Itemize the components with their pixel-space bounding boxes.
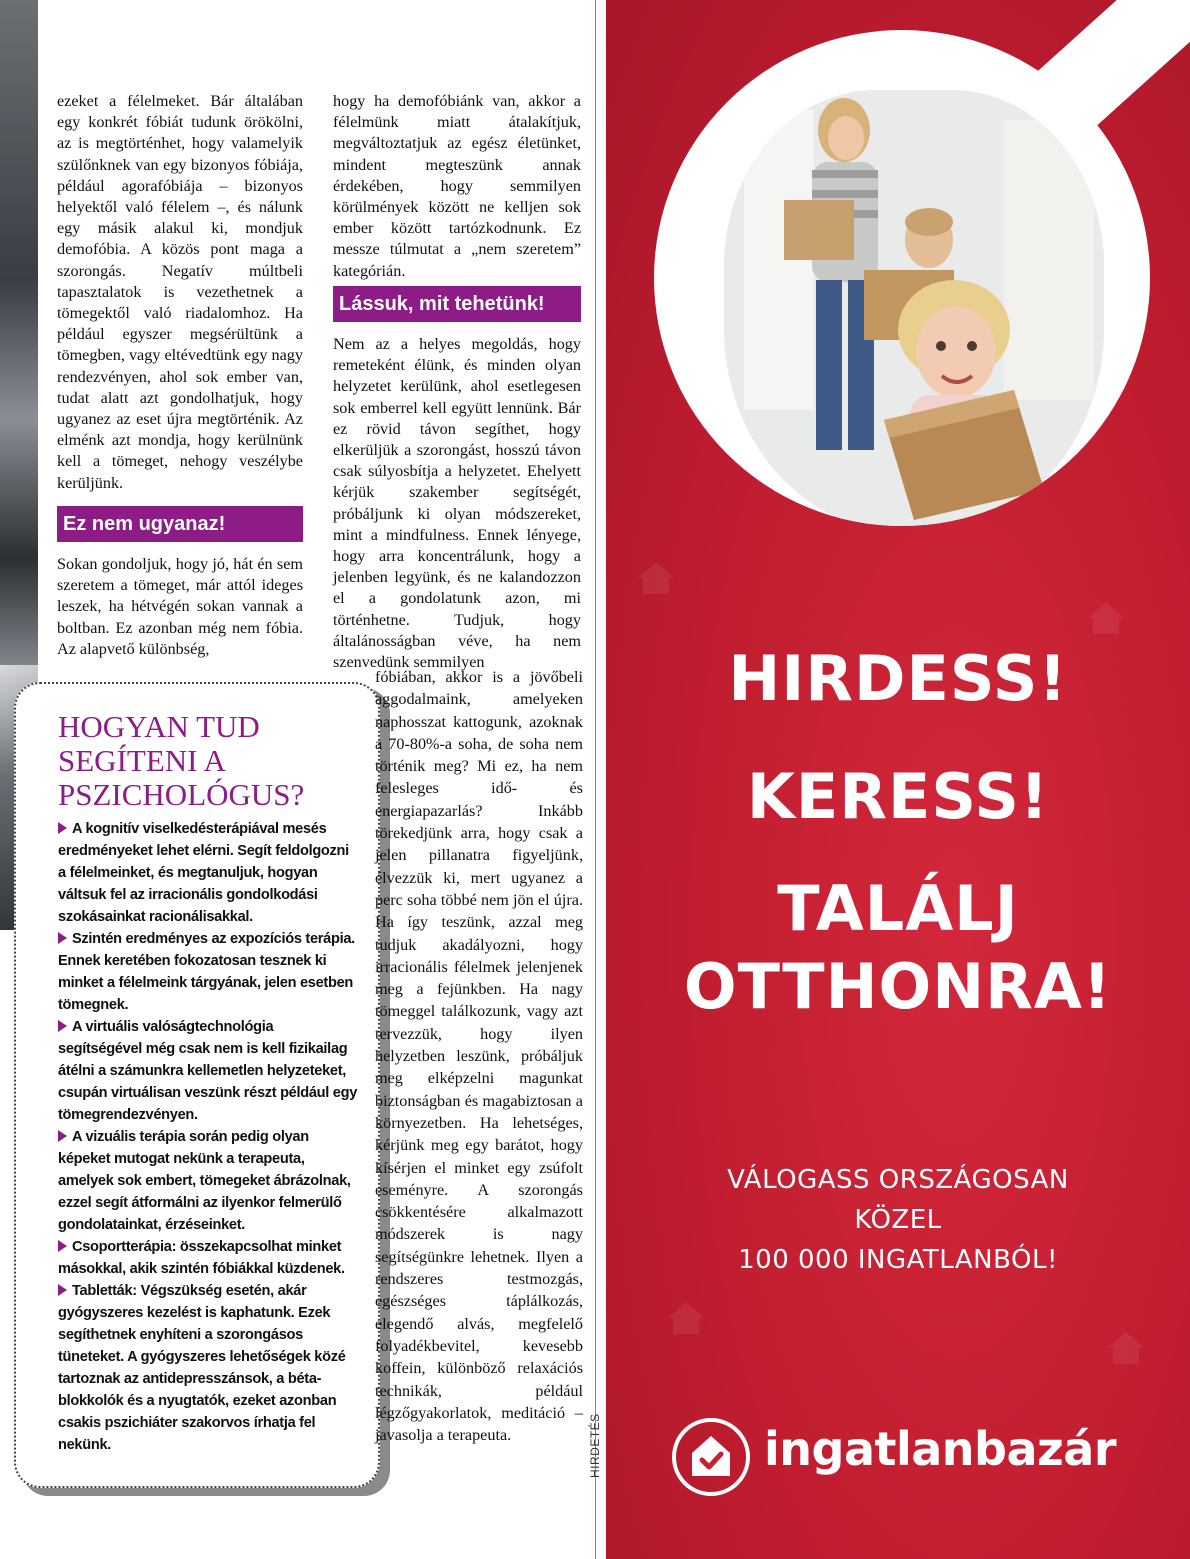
- heading-text: Lássuk, mit tehetünk!: [339, 293, 545, 315]
- ad-subline-1: VÁLOGASS ORSZÁGOSAN: [727, 1165, 1069, 1195]
- triangle-bullet-icon: [58, 1130, 67, 1142]
- house-pattern-icon: [666, 1300, 706, 1336]
- list-item-text: A kognitív viselkedésterápiával mesés eredményeket lehet elérni. Segít feldolgozni a félelmeinket, és megtanuljuk, hogyan váltsuk fel az irracionális gondolkodási szokásainkat racionálisakkal.: [58, 821, 349, 925]
- house-pattern-icon: [636, 560, 676, 596]
- heading-lassuk-mit-tehetunk: [333, 286, 581, 322]
- heading-ez-nem-ugyanaz: [57, 506, 303, 542]
- col2-paragraph-2: Nem az a helyes megoldás, hogy remeteként élünk, és minden olyan helyzetet kerülünk, ahol esetlegesen sok emberrel kell együtt lennünk. Bár ez rövid távon segíthet, hogy elkerüljük a szorongást, hosszú távon csak súlyosbítja a helyzetet. Ehelyett kérjük szakember segítségét, próbáljunk ki olyan módszereket, mint a mindfulness. Ennek lényege, hogy arra koncentrálunk, hogy a jelenben legyünk, és ne kalandozzon el a gondolatunk azon, mi történhetne. Tudjuk, hogy általánosságban véve, ha nem szenvedünk semmilyen: [333, 335, 581, 672]
- house-pattern-icon: [1086, 600, 1126, 636]
- list-item: [58, 818, 360, 928]
- triangle-bullet-icon: [58, 932, 67, 944]
- page-divider: [595, 0, 596, 1559]
- sidebar-box-list: [58, 818, 360, 1456]
- ad-headline-hirdess: HIRDESS!: [728, 642, 1068, 715]
- list-item-text: A vizuális terápia során pedig olyan képeket mutogat nekünk a terapeuta, amelyek sok embert, tömegeket ábrázolnak, ezzel segít átformálni az ilyenkor felmerülő gondolatainkat, érzéseinket.: [58, 1129, 351, 1233]
- list-item: [58, 1126, 360, 1236]
- title-line-3: PSZICHOLÓGUS?: [58, 777, 305, 812]
- title-line-1: HOGYAN TUD: [58, 709, 260, 744]
- heading-text: Ez nem ugyanaz!: [63, 513, 226, 535]
- ad-subline-3: 100 000 INGATLANBÓL!: [738, 1245, 1058, 1275]
- house-pattern-icon: [1106, 1330, 1146, 1366]
- magnifier-circle: [654, 30, 1150, 526]
- list-item-text: A virtuális valóságtechnológia segítségével még csak nem is kell fizikailag átélni a számunkra kellemetlen helyzeteket, csupán virtuálisan veszünk részt például egy tömegrendezvényen.: [58, 1019, 358, 1123]
- column-2-middle: [333, 334, 581, 673]
- list-item-text: Szintén eredményes az expozíciós terápia. Ennek keretében fokozatosan tesznek ki minket a félelmeink tárgyának, jelen esetben tömegnek.: [58, 931, 355, 1013]
- col2-paragraph-3: fóbiában, akkor is a jövőbeli aggodalmaink, amelyeken naphosszat kattogunk, azoknak a 70-80%-a soha, de soha nem történik meg? Mi ez, ha nem felesleges idő- és energiapazarlás? Inkább törekedjünk arra, hogy csak a jelen pillanatra figyeljünk, élvezzük ki, mert ugyanez a perc soha többé nem jön el újra. Ha így teszünk, azzal meg tudjuk akadályozni, hogy irracionális félelmek jelenjenek meg a fejünkben. Ha nagy tömeggel találkozunk, vagy azt tervezzük, hogy ilyen helyzetben leszünk, próbáljuk meg elképzelni magunkat biztonságban és magabiztosan a környezetben. Ha lehetséges, kérjünk meg egy barátot, hogy kísérjen el minket egy zsúfolt eseményre. A szorongás csökkentésére alkalmazott módszerek is nagy segítségünkre lehetnek. Ilyen a rendszeres testmozgás, egészséges táplálkozás, elegendő alvás, megfelelő folyadékbevitel, kevesebb koffein, különböző relaxációs technikák, például légzőgyakorlatok, meditáció – javasolja a terapeuta.: [375, 668, 583, 1445]
- column-1-bottom: [57, 554, 303, 660]
- triangle-bullet-icon: [58, 1240, 67, 1252]
- logo-wordmark: ingatlanbazár: [764, 1422, 1116, 1476]
- list-item: [58, 928, 360, 1016]
- list-item: [58, 1280, 360, 1456]
- triangle-bullet-icon: [58, 1020, 67, 1032]
- col2-paragraph-1: hogy ha demofóbiánk van, akkor a félelmünk miatt átalakítjuk, megváltoztatjuk az egész életünket, mindent megteszünk annak érdekében, hogy semmilyen körülmények között ne kelljen sok ember között tartózkodnunk. Ez messze túlmutat a „nem szeretem” kategórián.: [333, 92, 581, 280]
- ad-subline-2: KÖZEL: [854, 1205, 942, 1235]
- ingatlanbazar-logo[interactable]: [672, 1418, 1142, 1498]
- column-2-top: [333, 91, 581, 282]
- ad-headline-talalj: TALÁLJ: [777, 872, 1019, 945]
- family-with-boxes-illustration: [724, 90, 1104, 526]
- col1-paragraph-1: ezeket a félelmeket. Bár általában egy konkrét fóbiát tudunk örökölni, az is megtörténhet, hogy valamelyik szülőnknek van egy bizonyos fóbiája, például agorafóbiája – bizonyos helyektől való félelem –, és nálunk egy másik alakul ki, mondjuk demofóbia. A közös pont maga a szorongás. Negatív múltbeli tapasztalatok is vezethetnek a tömegektől való riadalomhoz. Ha például egyszer megsérültünk a tömegben, vagy eltévedtünk egy nagy rendezvényen, ahol sok ember van, tudat alatt azt gondolhatjuk, hogy ugyanez az eset újra megtörténik. Az elménk azt mondja, hogy kerülnünk kell a tömeget, nehogy veszélybe kerüljünk.: [57, 92, 303, 492]
- house-check-icon: [672, 1418, 750, 1496]
- column-2-bottom: [375, 666, 583, 1446]
- triangle-bullet-icon: [58, 1284, 67, 1296]
- list-item: [58, 1016, 360, 1126]
- triangle-bullet-icon: [58, 822, 67, 834]
- family-moving-photo: [724, 90, 1104, 526]
- advertisement-panel[interactable]: [606, 0, 1190, 1559]
- advertisement-label: HIRDETÉS: [588, 1413, 602, 1478]
- title-line-2: SEGÍTENI A: [58, 743, 226, 778]
- ad-headline-keress: KERESS!: [746, 760, 1050, 833]
- col1-paragraph-2: Sokan gondoljuk, hogy jó, hát én sem szeretem a tömeget, már attól ideges leszek, ha hétvégén sokan vannak a boltban. Ez azonban még nem fóbia. Az alapvető különbség,: [57, 555, 303, 658]
- list-item-text: Tabletták: Végszükség esetén, akár gyógyszeres kezelést is kaphatunk. Ezek segíthetnek enyhíteni a szorongásos tüneteket. A gyógyszeres lehetőségek közé tartoznak az antidepresszánsok, a béta-blokkolók és a nyugtatók, ezeket azonban csakis pszichiáter szakorvos írhatja fel nekünk.: [58, 1283, 346, 1453]
- list-item-text: Csoportterápia: összekapcsolhat minket másokkal, akik szintén fóbiákkal küzdenek.: [58, 1239, 345, 1277]
- list-item: [58, 1236, 360, 1280]
- house-check-glyph: [676, 1422, 746, 1492]
- sidebar-box-title: [58, 710, 378, 812]
- ad-headline-otthonra: OTTHONRA!: [683, 950, 1113, 1023]
- column-1-top: [57, 91, 303, 494]
